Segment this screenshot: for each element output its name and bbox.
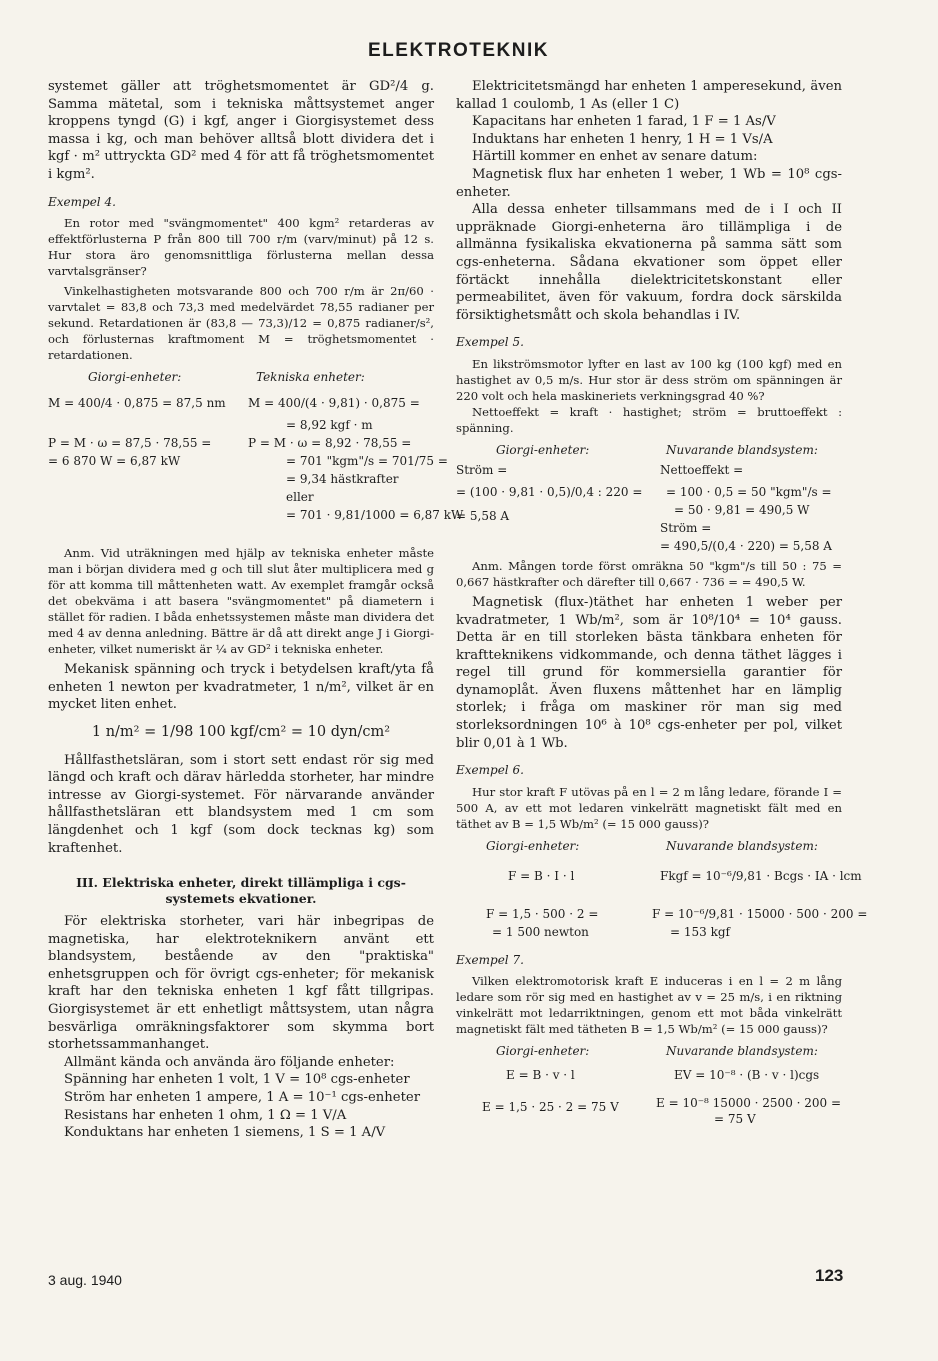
unit-definition: Spänning har enheten 1 volt, 1 V = 10⁸ cgs-enheter [64, 1072, 410, 1088]
example-label: Exempel 5. [456, 335, 524, 350]
formula: M = 400/(4 · 9,81) · 0,875 = [248, 396, 420, 411]
formula: Nettoeffekt = [660, 462, 744, 477]
formula: = 1 500 newton [492, 924, 589, 939]
calc-heading-tekniska: Tekniska enheter: [256, 370, 365, 385]
formula: = 5,58 A [456, 508, 510, 523]
formula: = 100 · 0,5 = 50 "kgm"/s = [666, 484, 832, 499]
formula-display: 1 n/m² = 1/98 100 kgf/cm² = 10 dyn/cm² [91, 723, 391, 740]
calc-heading-giorgi: Giorgi-enheter: [496, 1044, 590, 1059]
page-number: 123 [815, 1266, 844, 1285]
footer-date: 3 aug. 1940 [48, 1272, 122, 1288]
formula: E = 1,5 · 25 · 2 = 75 V [482, 1100, 619, 1115]
formula: = 153 kgf [670, 924, 730, 939]
formula: P = M · ω = 8,92 · 78,55 = [248, 436, 412, 451]
page-title: ELEKTROTEKNIK [368, 40, 549, 61]
formula: M = 400/4 · 0,875 = 87,5 nm [48, 396, 226, 411]
note: Anm. Mången torde först omräkna 50 "kgm"/s till 50 : 75 = 0,667 hästkrafter och därefter till 0,667 · 736 = = 490,5 W. [456, 558, 842, 589]
unit-definition: Konduktans har enheten 1 siemens, 1 S = 1 A/V [64, 1125, 386, 1141]
formula: EV = 10⁻⁸ · (B · v · l)cgs [674, 1068, 820, 1083]
example-label: Exempel 6. [456, 763, 524, 778]
example-label: Exempel 4. [48, 194, 116, 209]
formula: F = 10⁻⁶/9,81 · 15000 · 500 · 200 = [652, 906, 868, 921]
unit-definition: Ström har enheten 1 ampere, 1 A = 10⁻¹ cgs-enheter [64, 1090, 421, 1106]
unit-definition: Kapacitans har enheten 1 farad, 1 F = 1 As/V [472, 114, 776, 130]
formula: F = B · I · l [508, 868, 575, 883]
formula: = 8,92 kgf · m [286, 418, 373, 433]
formula: Ström = [456, 462, 508, 477]
formula: = 701 · 9,81/1000 = 6,87 kW [286, 508, 464, 523]
example-calculation-text: Vinkelhastigheten motsvarande 800 och 700 r/m är 2π/60 · varvtalet = 83,8 och 73,3 med medelvärdet 78,55 radianer per sekund. Retardationen är (83,8 — 73,3)/12 = 0,875 radianer/s², och förlusternas kraftmoment M = tröghetsmomentet · retardationen. [48, 284, 434, 363]
paragraph: systemet gäller att tröghetsmomentet är GD²/4 g. Samma mätetal, som i tekniska måttsystemet anger kroppens tyngd (G) i kgf, anger i Giorgisystemet dess massa i kg, och man behöver alltså blott dividera det i kgf · m² uttryckta GD² med 4 för att få tröghetsmomentet i kgm². [48, 79, 434, 182]
calculation-block [456, 442, 842, 558]
formula: = (100 · 9,81 · 0,5)/0,4 : 220 = [456, 484, 643, 499]
calculation-block [48, 369, 464, 545]
paragraph: För elektriska storheter, vari här inbegripas de magnetiska, har elektroteknikern använt ett blandsystem, bestående av den "praktiska" enhetsgruppen och för övrigt cgs-enheter; för mekanisk kraft har den tekniska enheten 1 kgf fått tillgripas. Giorgisystemet är ett enhetligt måttsystem, utan några besvärliga omräkningsfaktorer som skymma bort storhetssammanhanget. [48, 914, 434, 1053]
note: Anm. Vid uträkningen med hjälp av tekniska enheter måste man i början dividera med g och till slut åter multiplicera med g för att komma till måttenheten watt. Av exemplet framgår också det obekväma i att basera "svängmomentet" på diametern i stället för radien. I båda enhetssystemen måste man dividera det med 4 av denna anledning. Bättre är då att direkt ange J i Giorgi-enheter, vilket numeriskt är ¼ av GD² i tekniska enheter. [48, 546, 434, 657]
paragraph: Allmänt kända och använda äro följande enheter: [64, 1054, 395, 1070]
calc-heading-blandsystem: Nuvarande blandsystem: [666, 442, 818, 457]
unit-definition: Resistans har enheten 1 ohm, 1 Ω = 1 V/A [64, 1107, 347, 1123]
calc-heading-giorgi: Giorgi-enheter: [496, 442, 590, 457]
paragraph: Härtill kommer en enhet av senare datum: [472, 149, 758, 165]
formula: = 490,5/(0,4 · 220) = 5,58 A [660, 538, 832, 553]
formula: = 6 870 W = 6,87 kW [48, 454, 181, 469]
formula: Fkgf = 10⁻⁶/9,81 · Bcgs · IA · lcm [660, 868, 862, 883]
calc-heading-giorgi: Giorgi-enheter: [486, 838, 580, 853]
formula: = 701 "kgm"/s = 701/75 = [286, 454, 448, 469]
right-column [456, 78, 868, 1127]
formula: F = 1,5 · 500 · 2 = [486, 906, 599, 921]
formula: E = 10⁻⁸ 15000 · 2500 · 200 = [656, 1096, 842, 1111]
formula: Ström = [660, 520, 712, 535]
section-heading: III. Elektriska enheter, direkt tillämpliga i cgs-systemets ekvationer. [76, 875, 406, 907]
formula: E = B · v · l [506, 1068, 575, 1083]
example-text: En rotor med "svängmomentet" 400 kgm² retarderas av effektförlusterna P från 800 till 700 r/m (varv/minut) på 12 s. Hur stora äro genomsnittliga förlusterna mellan dessa varvtalsgränser? [48, 216, 434, 279]
unit-definition: Magnetisk flux har enheten 1 weber, 1 Wb = 10⁸ cgs-enheter. [456, 166, 842, 200]
calculation-block [456, 1043, 842, 1127]
calc-heading-blandsystem: Nuvarande blandsystem: [666, 1044, 818, 1059]
formula: = 75 V [714, 1112, 756, 1127]
paragraph: Mekanisk spänning och tryck i betydelsen kraft/yta få enheten 1 newton per kvadratmeter, 1 n/m², vilket är en mycket liten enhet. [48, 662, 434, 713]
formula: P = M · ω = 87,5 · 78,55 = [48, 436, 212, 451]
formula: = 50 · 9,81 = 490,5 W [674, 502, 810, 517]
calc-heading-giorgi: Giorgi-enheter: [88, 370, 182, 385]
example-text: Hur stor kraft F utövas på en l = 2 m lång ledare, förande I = 500 A, av ett mot ledaren vinkelrätt magnetiskt fält med en täthet av B = 1,5 Wb/m² (= 15 000 gauss)? [456, 784, 842, 831]
example-text: Nettoeffekt = kraft · hastighet; ström = bruttoeffekt : spänning. [456, 404, 842, 435]
unit-definition: Induktans har enheten 1 henry, 1 H = 1 Vs/A [472, 131, 773, 147]
formula: eller [286, 490, 314, 505]
left-column [48, 78, 464, 1142]
calculation-block [456, 838, 868, 942]
unit-definition: Elektricitetsmängd har enheten 1 amperesekund, även kallad 1 coulomb, 1 As (eller 1 C) [456, 79, 842, 112]
paragraph: Alla dessa enheter tillsammans med de i I och II uppräknade Giorgi-enheterna äro tillämpliga i de allmänna fysikaliska ekvationerna på samma sätt som cgs-enheterna. Sådana ekvationer som öppet eller förtäckt innehålla dielektricitetskonstant eller permeabilitet, även för vakuum, fordra dock särskilda försiktighetsmått och skola behandlas i IV. [456, 202, 842, 323]
example-text: En likströmsmotor lyfter en last av 100 kg (100 kgf) med en hastighet av 0,5 m/s. Hur stor är dess ström om spänningen är 220 volt och hela maskineriets verkningsgrad 40 %? [456, 356, 842, 403]
paragraph: Hållfasthetsläran, som i stort sett endast rör sig med längd och kraft och därav härledda storheter, har mindre intresse av Giorgi-systemet. För närvarande använder hållfasthetsläran ett blandsystem med 1 cm som längdenhet och 1 kgf (som dock tecknas kg) som kraftenhet. [48, 752, 434, 856]
formula: = 9,34 hästkrafter [286, 472, 399, 487]
example-text: Vilken elektromotorisk kraft E induceras i en l = 2 m lång ledare som rör sig med en hastighet av v = 25 m/s, i en riktning vinkelrätt mot ledarriktningen, genom ett mot båda vinkelrätt magnetiskt fält med tätheten B = 1,5 Wb/m² (= 15 000 gauss)? [456, 974, 842, 1037]
paragraph: Magnetisk (flux-)täthet har enheten 1 weber per kvadratmeter, 1 Wb/m², som är 10⁸/10⁴ = 10⁴ gauss. Detta är en till storleken bästa tänkbara enheten för kraftteknikens vidkommande, och denna täthet lägges i regel till grund för kommersiella garantier för dynamoplåt. Även fluxens måttenhet har en lämplig storlek; i fråga om maskiner rör man sig med storleksordningen 10⁶ à 10⁸ cgs-enheter per pol, vilket blir 0,01 à 1 Wb. [456, 594, 842, 751]
example-label: Exempel 7. [456, 952, 524, 967]
calc-heading-blandsystem: Nuvarande blandsystem: [666, 838, 818, 853]
